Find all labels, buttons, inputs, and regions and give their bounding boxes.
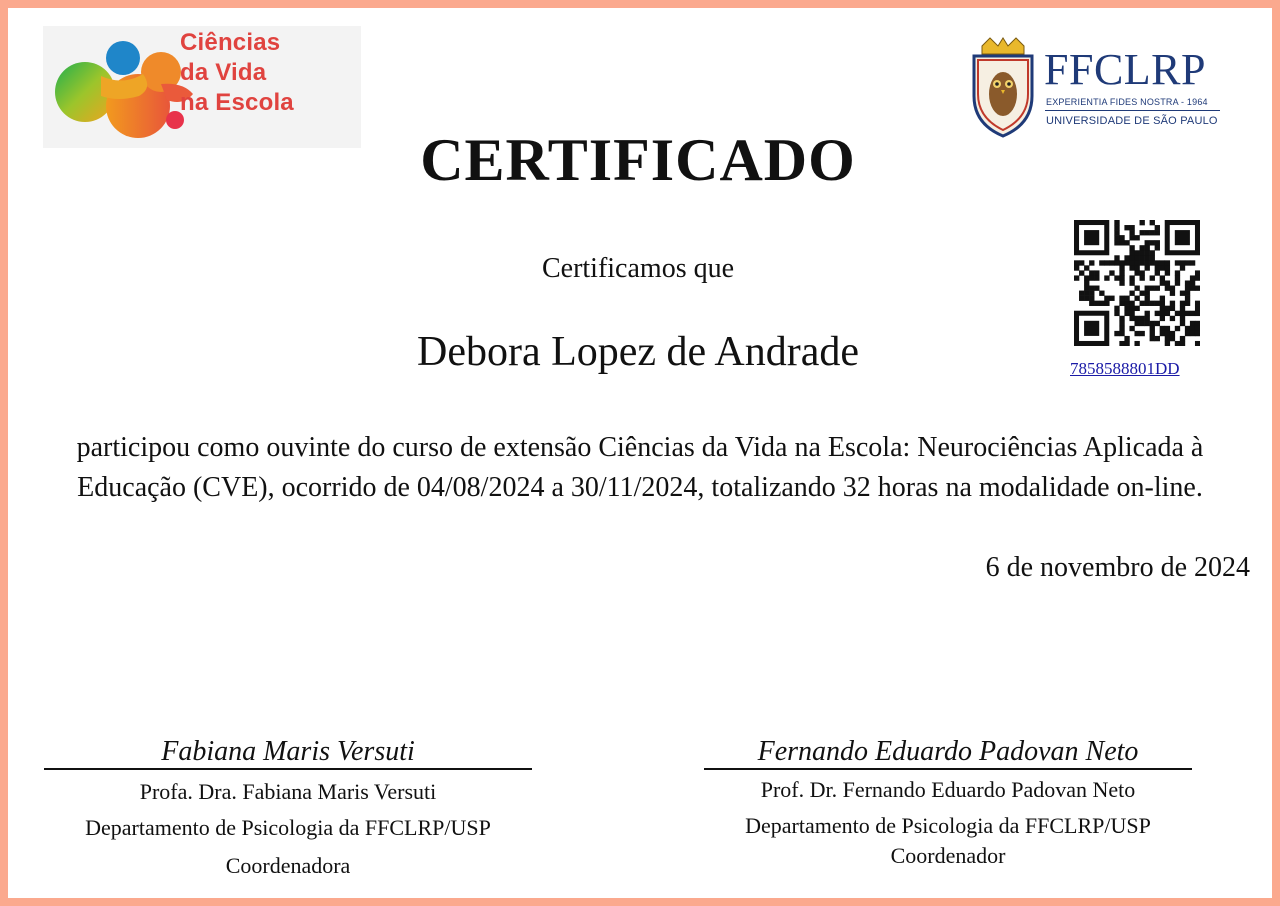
cve-logo-text — [180, 28, 294, 118]
qr-code — [1074, 220, 1200, 346]
signature-line-2 — [704, 768, 1192, 770]
ffclrp-name: FFCLRP — [1044, 45, 1206, 94]
signer-department-2: Departamento de Psicologia da FFCLRP/USP — [745, 813, 1151, 838]
signature-script-1: Fabiana Maris Versuti — [161, 736, 415, 767]
signer-role-1: Coordenadora — [225, 853, 351, 878]
ffclrp-motto: EXPERIENTIA FIDES NOSTRA - 1964 — [1046, 97, 1208, 107]
signer-name-1: Profa. Dra. Fabiana Maris Versuti — [139, 779, 437, 804]
signature-block-2 — [704, 736, 1192, 870]
body-line-1: participou como ouvinte do curso de extensão Ciências da Vida na Escola: Neurociências Aplicada à — [76, 432, 1204, 463]
signer-name-2: Prof. Dr. Fernando Eduardo Padovan Neto — [760, 777, 1136, 802]
signature-script-2: Fernando Eduardo Padovan Neto — [757, 736, 1139, 767]
certificate-body — [22, 428, 1258, 508]
signer-role-2: Coordenador — [890, 843, 1006, 868]
qr-code-icon — [1074, 220, 1200, 346]
signer-department-1: Departamento de Psicologia da FFCLRP/USP — [85, 815, 491, 840]
recipient-name: Debora Lopez de Andrade — [417, 329, 859, 375]
signature-block-1 — [44, 736, 532, 880]
cve-logo-line3: na Escola — [180, 89, 294, 116]
verification-code-link[interactable]: 7858588801DD — [1070, 359, 1180, 378]
issue-date: 6 de novembro de 2024 — [985, 552, 1250, 583]
certificate-title: CERTIFICADO — [420, 127, 856, 193]
ffclrp-divider — [1045, 110, 1220, 111]
ffclrp-crest-icon — [968, 36, 1038, 140]
cve-logo-line2: da Vida — [180, 59, 267, 86]
signature-line-1 — [44, 768, 532, 770]
certificate-intro: Certificamos que — [541, 253, 735, 284]
certificate-page — [8, 8, 1272, 898]
cve-logo-line1: Ciências — [180, 29, 281, 56]
body-line-2: Educação (CVE), ocorrido de 04/08/2024 a 30/11/2024, totalizando 32 horas na modalidade on-line. — [77, 472, 1203, 503]
ffclrp-university: UNIVERSIDADE DE SÃO PAULO — [1046, 115, 1218, 127]
